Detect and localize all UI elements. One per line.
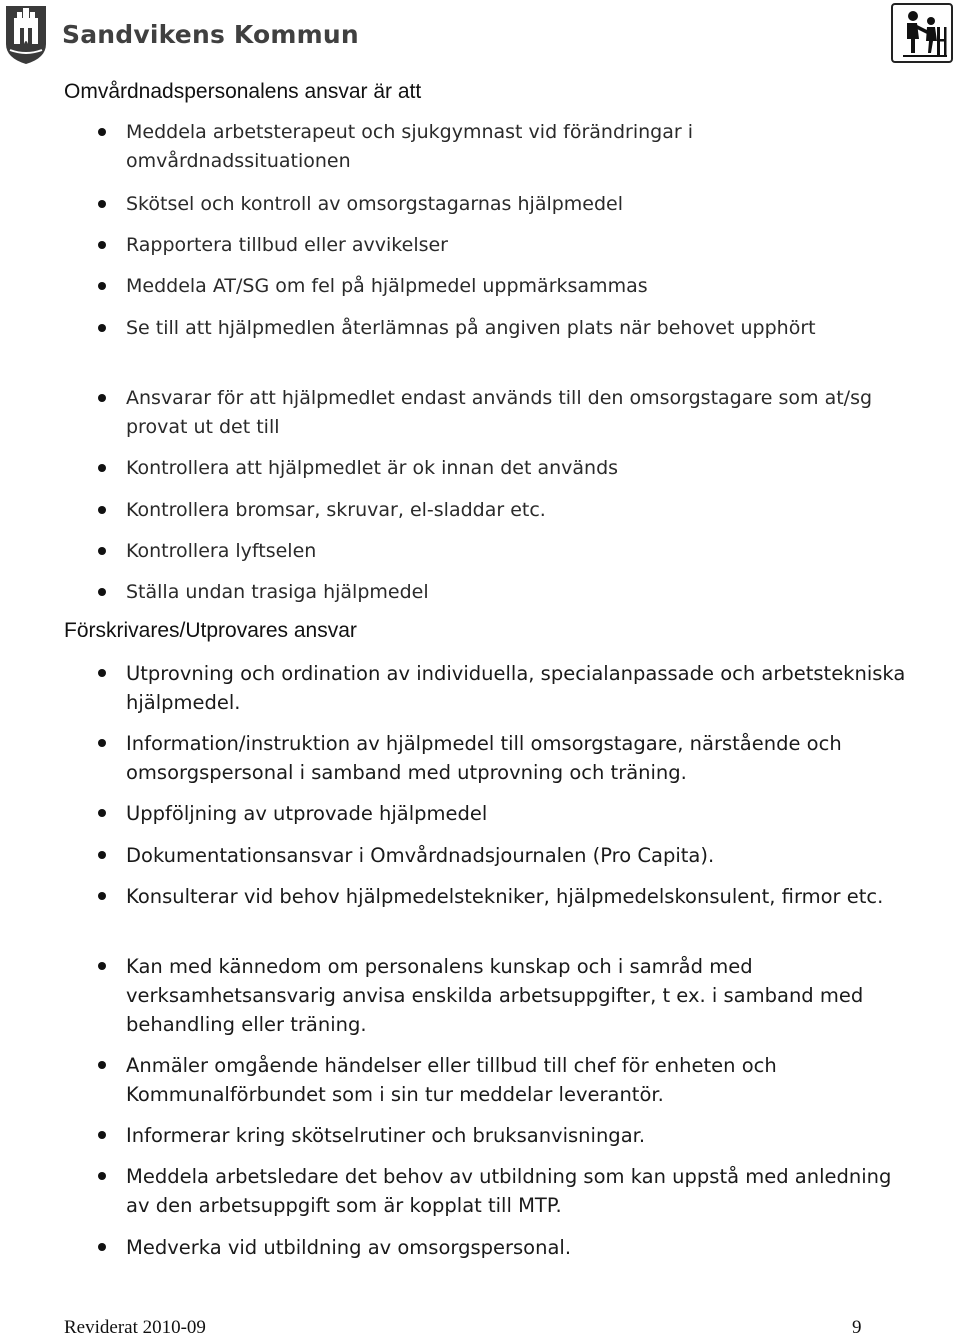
bullet-icon: [98, 241, 106, 249]
list-item: Meddela AT/SG om fel på hjälpmedel uppmärksammas: [126, 272, 906, 301]
bullet-icon: [98, 324, 106, 332]
organization-name: Sandvikens Kommun: [62, 20, 359, 49]
page-number: 9: [852, 1317, 862, 1338]
bullet-icon: [98, 128, 106, 136]
section-heading-care-staff: Omvårdnadspersonalens ansvar är att: [64, 80, 422, 103]
bullet-icon: [98, 1061, 106, 1069]
list-item: Dokumentationsansvar i Omvårdnadsjournalen (Pro Capita).: [126, 841, 906, 870]
list-item: Konsulterar vid behov hjälpmedelstekniker, hjälpmedelskonsulent, firmor etc.: [126, 882, 906, 911]
bullet-icon: [98, 1172, 106, 1180]
list-item: Information/instruktion av hjälpmedel till omsorgstagare, närstående och omsorgspersonal i samband med utprovning och träning.: [126, 729, 906, 787]
bullet-icon: [98, 547, 106, 555]
bullet-icon: [98, 892, 106, 900]
list-item: Medverka vid utbildning av omsorgspersonal.: [126, 1233, 906, 1262]
bullet-icon: [98, 1131, 106, 1139]
list-item: Anmäler omgående händelser eller tillbud till chef för enheten och Kommunalförbundet som i sin tur meddelar leverantör.: [126, 1051, 906, 1109]
list-item: Se till att hjälpmedlen återlämnas på angiven plats när behovet upphört: [126, 314, 906, 343]
bullet-icon: [98, 588, 106, 596]
bullet-icon: [98, 962, 106, 970]
bullet-icon: [98, 394, 106, 402]
list-item: Rapportera tillbud eller avvikelser: [126, 231, 906, 260]
list-item: Kontrollera lyftselen: [126, 537, 906, 566]
list-item: Uppföljning av utprovade hjälpmedel: [126, 799, 906, 828]
bullet-icon: [98, 851, 106, 859]
bullet-icon: [98, 506, 106, 514]
list-item: Ansvarar för att hjälpmedlet endast används till den omsorgstagare som at/sg provat ut det till: [126, 384, 906, 442]
list-item: Meddela arbetsledare det behov av utbildning som kan uppstå med anledning av den arbetsuppgift som är kopplat till MTP.: [126, 1162, 906, 1220]
bullet-icon: [98, 739, 106, 747]
bullet-icon: [98, 809, 106, 817]
bullet-icon: [98, 464, 106, 472]
list-item: Kontrollera bromsar, skruvar, el-sladdar etc.: [126, 496, 906, 525]
list-item: Ställa undan trasiga hjälpmedel: [126, 578, 906, 607]
caregiver-assist-symbol-icon: [891, 3, 953, 63]
revision-date: Reviderat 2010-09: [64, 1317, 206, 1338]
bullet-icon: [98, 282, 106, 290]
page-header: [0, 0, 960, 80]
bullet-icon: [98, 1243, 106, 1251]
list-item: Kontrollera att hjälpmedlet är ok innan det används: [126, 454, 906, 483]
bullet-icon: [98, 200, 106, 208]
list-item: Informerar kring skötselrutiner och bruksanvisningar.: [126, 1121, 906, 1150]
municipality-shield-logo-icon: [4, 4, 48, 66]
list-item: Meddela arbetsterapeut och sjukgymnast vid förändringar i omvårdnadssituationen: [126, 118, 906, 176]
list-item: Kan med kännedom om personalens kunskap och i samråd med verksamhetsansvarig anvisa enskilda arbetsuppgifter, t ex. i samband med behandling eller träning.: [126, 952, 906, 1039]
bullet-icon: [98, 669, 106, 677]
list-item: Utprovning och ordination av individuella, specialanpassade och arbetstekniska hjälpmedel.: [126, 659, 906, 717]
section-heading-prescriber: Förskrivares/Utprovares ansvar: [64, 619, 357, 642]
list-item: Skötsel och kontroll av omsorgstagarnas hjälpmedel: [126, 190, 906, 219]
